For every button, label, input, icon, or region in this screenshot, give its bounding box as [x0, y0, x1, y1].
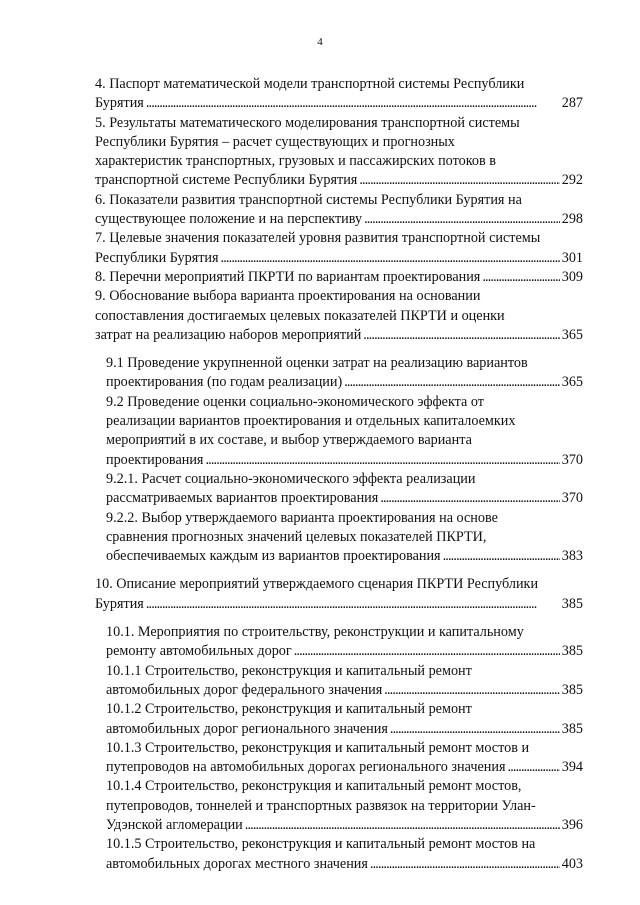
dot-leader	[443, 547, 560, 566]
toc-entry-text: Удэнской агломерации	[106, 816, 243, 833]
toc-entry-text: 4. Паспорт математической модели транспортной системы Республики	[95, 76, 525, 92]
toc-entry[interactable]	[95, 191, 583, 230]
toc-entry[interactable]	[95, 268, 583, 287]
toc-entry-text: затрат на реализацию наборов мероприятий	[95, 326, 362, 343]
toc-page-number: 292	[561, 172, 583, 189]
dot-leader	[370, 855, 560, 874]
dot-leader	[482, 268, 559, 287]
toc-entry-text: 10. Описание мероприятий утверждаемого сценария ПКРТИ Республики	[95, 576, 539, 593]
toc-entry-text: 10.1.4 Строительство, реконструкция и капитальный ремонт мостов,	[106, 778, 522, 795]
toc-entry-text: 7. Целевые значения показателей уровня развития транспортной системы	[95, 230, 541, 247]
toc-entry[interactable]	[95, 575, 583, 614]
toc-entry-text: путепроводов на автомобильных дорогах регионального значения	[106, 759, 506, 776]
toc-entry-text: 9. Обоснование выбора варианта проектирования на основании	[95, 288, 481, 305]
toc-entry-text: путепроводов, тоннелей и транспортных развязок на территории Улан-	[106, 797, 536, 814]
toc-entry[interactable]	[95, 75, 583, 114]
toc-page-number: 309	[561, 268, 583, 285]
toc-page-number: 403	[561, 855, 583, 872]
toc-page-number: 365	[561, 374, 583, 391]
toc-entry-text: 10.1.1 Строительство, реконструкция и капитальный ремонт	[106, 662, 472, 679]
toc-entry-text: реализации вариантов проектирования и отдельных капиталоемких	[106, 413, 516, 430]
dot-leader	[364, 210, 560, 229]
toc-entry-text: 9.2.1. Расчет социально-экономического эффекта реализации	[106, 470, 476, 487]
toc-entry-text: 10.1.5 Строительство, реконструкция и капитальный ремонт мостов на	[106, 836, 536, 853]
dot-leader	[344, 373, 560, 392]
toc-entry[interactable]	[106, 700, 583, 739]
dot-leader	[359, 171, 559, 190]
dot-leader	[294, 642, 560, 661]
toc-page-number: 370	[561, 451, 583, 468]
toc-entry[interactable]	[106, 835, 583, 874]
dot-leader	[390, 720, 560, 739]
toc-entry-text: проектирования	[106, 451, 204, 468]
toc-entry[interactable]	[106, 777, 583, 835]
toc-page-number: 287	[561, 95, 583, 112]
toc-entry-text: 10.1.2 Строительство, реконструкция и капитальный ремонт	[106, 701, 472, 718]
toc-entry-text: характеристик транспортных, грузовых и пассажирских потоков в	[95, 153, 496, 170]
toc-entry[interactable]	[106, 470, 583, 509]
toc-page-number: 383	[561, 548, 583, 565]
toc-page-number: 396	[561, 816, 583, 833]
toc-entry-text: Республики Бурятия	[95, 249, 219, 266]
dot-leader	[363, 326, 559, 345]
toc-entry[interactable]	[106, 354, 583, 393]
page-number: 4	[317, 36, 323, 48]
toc-entry-text: Бурятия	[95, 595, 144, 612]
toc-entry[interactable]	[106, 739, 583, 778]
toc-entry-text: проектирования (по годам реализации)	[106, 374, 343, 391]
toc-page-number: 370	[561, 490, 583, 507]
toc-entry-text: транспортной системе Республики Бурятия	[95, 172, 358, 189]
toc-entry-text: 9.1 Проведение укрупненной оценки затрат на реализацию вариантов	[106, 355, 528, 372]
toc-entry-text: Бурятия	[95, 95, 144, 112]
toc-entry[interactable]	[106, 662, 583, 701]
dot-leader	[221, 249, 560, 268]
toc-entry-text: 8. Перечни мероприятий ПКРТИ по вариантам проектирования	[95, 268, 481, 285]
table-of-contents	[95, 75, 583, 874]
toc-entry-text: сопоставления достигаемых целевых показателей ПКРТИ и оценки	[95, 307, 505, 324]
toc-entry-text: рассматриваемых вариантов проектирования	[106, 490, 379, 507]
toc-page-number: 365	[561, 326, 583, 343]
toc-page-number: 385	[561, 595, 583, 612]
dot-leader	[384, 681, 559, 700]
toc-entry-text: мероприятий в их составе, и выбор утверждаемого варианта	[106, 432, 472, 449]
toc-entry-text: 6. Показатели развития транспортной системы Республики Бурятия на	[95, 191, 522, 208]
dot-leader	[380, 489, 559, 508]
toc-entry[interactable]	[106, 393, 583, 470]
toc-entry-text: 10.1.3 Строительство, реконструкция и капитальный ремонт мостов и	[106, 739, 530, 756]
toc-entry-text: 9.2 Проведение оценки социально-экономического эффекта от	[106, 393, 484, 410]
toc-entry-text: Республики Бурятия – расчет существующих и прогнозных	[95, 133, 455, 150]
toc-entry[interactable]	[106, 623, 583, 662]
dot-leader	[245, 816, 560, 835]
toc-page-number: 385	[561, 681, 583, 698]
toc-entry-text: автомобильных дорог федерального значения	[106, 681, 383, 698]
dot-leader	[146, 94, 560, 113]
toc-entry-text: 10.1. Мероприятия по строительству, реконструкции и капитальному	[106, 624, 524, 641]
toc-entry[interactable]	[95, 229, 583, 268]
dot-leader	[146, 595, 560, 614]
toc-page-number: 394	[561, 759, 583, 776]
toc-entry-text: сравнения прогнозных значений целевых показателей ПКРТИ,	[106, 528, 487, 545]
toc-entry[interactable]	[95, 114, 583, 191]
dot-leader	[205, 451, 559, 470]
toc-entry-text: существующее положение и на перспективу	[95, 211, 363, 228]
toc-entry-text: автомобильных дорог регионального значения	[106, 720, 388, 737]
toc-page-number: 385	[561, 720, 583, 737]
toc-entry[interactable]	[95, 287, 583, 345]
toc-page-number: 385	[561, 643, 583, 660]
toc-page-number: 298	[561, 211, 583, 228]
toc-entry-text: 9.2.2. Выбор утверждаемого варианта проектирования на основе	[106, 509, 498, 526]
toc-entry-text: автомобильных дорогах местного значения	[106, 855, 368, 872]
toc-page-number: 301	[561, 249, 583, 266]
toc-entry[interactable]	[106, 509, 583, 567]
dot-leader	[508, 758, 560, 777]
toc-entry-text: 5. Результаты математического моделирования транспортной системы	[95, 114, 520, 131]
toc-entry-text: обеспечиваемых каждым из вариантов проектирования	[106, 548, 441, 565]
toc-entry-text: ремонту автомобильных дорог	[106, 643, 292, 660]
